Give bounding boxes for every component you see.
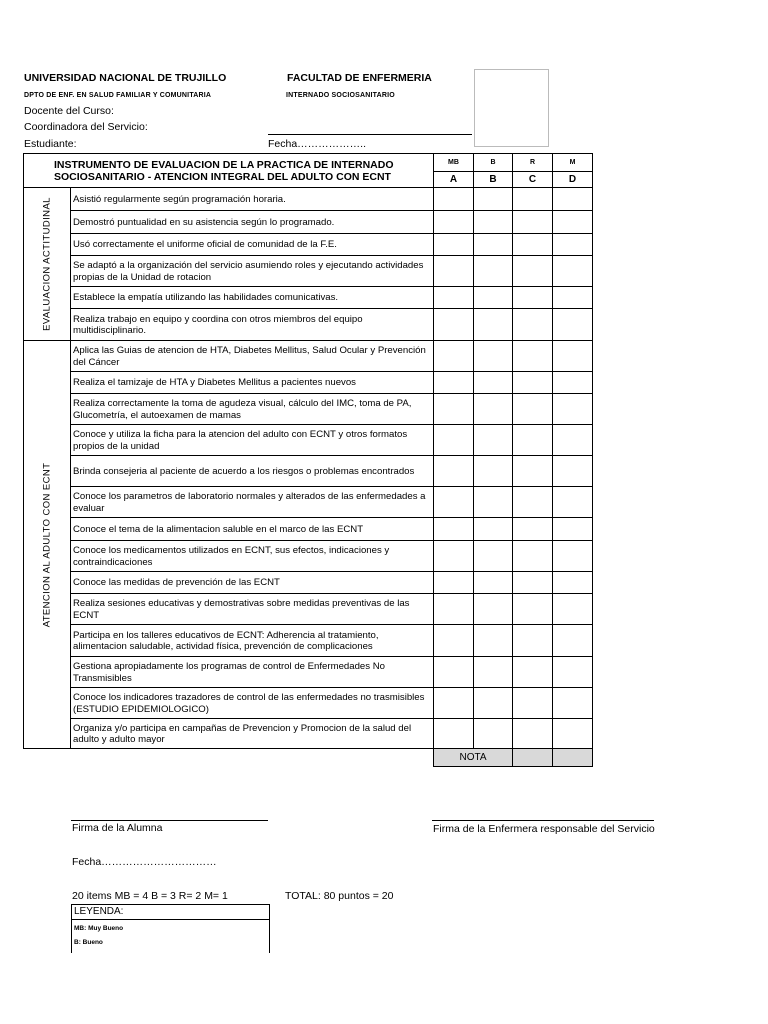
column-letter-a: A — [434, 172, 474, 188]
score-cell-d[interactable] — [553, 211, 593, 234]
nota-score-cell[interactable] — [513, 749, 553, 767]
university-name: UNIVERSIDAD NACIONAL DE TRUJILLO — [24, 72, 227, 84]
criterion-text: Realiza sesiones educativas y demostrativas sobre medidas preventivas de las ECNT — [71, 594, 434, 625]
score-cell-c[interactable] — [513, 287, 553, 309]
nota-score-cell[interactable] — [553, 749, 593, 767]
score-cell-a[interactable] — [434, 287, 474, 309]
column-header-r: R — [513, 154, 553, 172]
criterion-text: Demostró puntualidad en su asistencia según lo programado. — [71, 211, 434, 234]
score-cell-b[interactable] — [474, 188, 513, 211]
section-label: EVALUACION ACTITUDINAL — [41, 197, 53, 331]
score-cell-c[interactable] — [513, 394, 553, 425]
department-name: DPTO DE ENF. EN SALUD FAMILIAR Y COMUNITARIA — [24, 92, 212, 99]
score-cell-c[interactable] — [513, 625, 553, 657]
score-cell-a[interactable] — [434, 188, 474, 211]
score-cell-b[interactable] — [474, 657, 513, 688]
criterion-text: Conoce el tema de la alimentacion saluble en el marco de las ECNT — [71, 518, 434, 541]
total-points: TOTAL: 80 puntos = 20 — [285, 890, 394, 902]
score-cell-d[interactable] — [553, 234, 593, 256]
leyenda-title: LEYENDA: — [72, 904, 269, 920]
criterion-text: Conoce y utiliza la ficha para la atencion del adulto con ECNT y otros formatos propios de la unidad — [71, 425, 434, 456]
section-atencion-adulto-ecnt — [24, 341, 71, 749]
score-cell-b[interactable] — [474, 309, 513, 341]
instrument-title — [24, 154, 434, 188]
score-cell-c[interactable] — [513, 594, 553, 625]
score-cell-c[interactable] — [513, 256, 553, 287]
fecha-label: Fecha……………….. — [268, 138, 367, 150]
criterion-text: Realiza correctamente la toma de agudeza visual, cálculo del IMC, toma de PA, Glucometría, el autoexamen de mamas — [71, 394, 434, 425]
score-cell-b[interactable] — [474, 456, 513, 487]
score-cell-c[interactable] — [513, 425, 553, 456]
score-cell-b[interactable] — [474, 541, 513, 572]
docente-label: Docente del Curso: — [24, 105, 114, 117]
score-cell-c[interactable] — [513, 487, 553, 518]
score-cell-b[interactable] — [474, 518, 513, 541]
score-cell-d[interactable] — [553, 541, 593, 572]
score-cell-c[interactable] — [513, 309, 553, 341]
score-cell-b[interactable] — [474, 256, 513, 287]
criterion-text: Realiza el tamizaje de HTA y Diabetes Mellitus a pacientes nuevos — [71, 372, 434, 394]
criterion-text: Aplica las Guias de atencion de HTA, Diabetes Mellitus, Salud Ocular y Prevención del Cáncer — [71, 341, 434, 372]
instrument-title-line1: INSTRUMENTO DE EVALUACION DE LA PRACTICA DE INTERNADO — [54, 158, 394, 171]
column-header-mb: MB — [434, 154, 474, 172]
score-cell-d[interactable] — [553, 625, 593, 657]
score-cell-a[interactable] — [434, 341, 474, 372]
photo-box — [474, 69, 549, 147]
score-cell-a[interactable] — [434, 625, 474, 657]
score-cell-a[interactable] — [434, 688, 474, 719]
column-header-b: B — [474, 154, 513, 172]
score-cell-d[interactable] — [553, 719, 593, 749]
score-cell-a[interactable] — [434, 309, 474, 341]
score-cell-a[interactable] — [434, 456, 474, 487]
score-cell-d[interactable] — [553, 188, 593, 211]
score-cell-d[interactable] — [553, 256, 593, 287]
criterion-text: Conoce los indicadores trazadores de control de las enfermedades no trasmisibles (ESTUDIO EPIDEMIOLOGICO) — [71, 688, 434, 719]
score-cell-d[interactable] — [553, 394, 593, 425]
score-cell-b[interactable] — [474, 688, 513, 719]
score-cell-a[interactable] — [434, 719, 474, 749]
score-cell-c[interactable] — [513, 518, 553, 541]
score-cell-d[interactable] — [553, 594, 593, 625]
program-name: INTERNADO SOCIOSANITARIO — [286, 92, 395, 99]
footer-fecha: Fecha…………………………… — [72, 856, 217, 868]
score-cell-a[interactable] — [434, 425, 474, 456]
score-cell-a[interactable] — [434, 256, 474, 287]
score-cell-c[interactable] — [513, 572, 553, 594]
score-cell-b[interactable] — [474, 425, 513, 456]
scoring-legend: 20 items MB = 4 B = 3 R= 2 M= 1 — [72, 890, 228, 902]
score-cell-c[interactable] — [513, 188, 553, 211]
criterion-text: Conoce los parametros de laboratorio normales y alterados de las enfermedades a evaluar — [71, 487, 434, 518]
score-cell-b[interactable] — [474, 372, 513, 394]
criterion-text: Conoce las medidas de prevención de las ECNT — [71, 572, 434, 594]
score-cell-d[interactable] — [553, 688, 593, 719]
score-cell-b[interactable] — [474, 341, 513, 372]
criterion-text: Usó correctamente el uniforme oficial de comunidad de la F.E. — [71, 234, 434, 256]
score-cell-d[interactable] — [553, 287, 593, 309]
score-cell-c[interactable] — [513, 688, 553, 719]
criterion-text: Gestiona apropiadamente los programas de control de Enfermedades No Transmisibles — [71, 657, 434, 688]
evaluation-table — [23, 153, 593, 767]
leyenda-item: B: Bueno — [74, 939, 103, 946]
firma-alumna-label: Firma de la Alumna — [72, 822, 163, 834]
score-cell-b[interactable] — [474, 487, 513, 518]
nota-label: NOTA — [434, 749, 513, 767]
faculty-name: FACULTAD DE ENFERMERIA — [287, 72, 432, 84]
instrument-title-line2: SOCIOSANITARIO - ATENCION INTEGRAL DEL ADULTO CON ECNT — [54, 170, 391, 183]
score-cell-b[interactable] — [474, 594, 513, 625]
score-cell-d[interactable] — [553, 518, 593, 541]
criterion-text: Participa en los talleres educativos de ECNT: Adherencia al tratamiento, alimentacion saludable, actividad física, prevención de complicaciones — [71, 625, 434, 657]
score-cell-b[interactable] — [474, 719, 513, 749]
score-cell-a[interactable] — [434, 594, 474, 625]
criterion-text: Organiza y/o participa en campañas de Prevencion y Promocion de la salud del adulto y adulto mayor — [71, 719, 434, 749]
firma-enfermera-label: Firma de la Enfermera responsable del Servicio — [433, 823, 655, 835]
score-cell-d[interactable] — [553, 309, 593, 341]
score-cell-a[interactable] — [434, 234, 474, 256]
criterion-text: Brinda consejeria al paciente de acuerdo a los riesgos o problemas encontrados — [71, 456, 434, 487]
criterion-text: Realiza trabajo en equipo y coordina con otros miembros del equipo multidisciplinario. — [71, 309, 434, 341]
column-letter-b: B — [474, 172, 513, 188]
criterion-text: Establece la empatía utilizando las habilidades comunicativas. — [71, 287, 434, 309]
score-cell-d[interactable] — [553, 372, 593, 394]
score-cell-c[interactable] — [513, 657, 553, 688]
leyenda-box — [71, 904, 270, 953]
score-cell-d[interactable] — [553, 657, 593, 688]
score-cell-d[interactable] — [553, 456, 593, 487]
score-cell-a[interactable] — [434, 487, 474, 518]
firma-enfermera-line — [432, 820, 654, 821]
criterion-text: Conoce los medicamentos utilizados en ECNT, sus efectos, indicaciones y contraindicaciones — [71, 541, 434, 572]
section-label: ATENCION AL ADULTO CON ECNT — [41, 462, 53, 627]
score-cell-b[interactable] — [474, 394, 513, 425]
estudiante-label: Estudiante: — [24, 138, 77, 150]
column-letter-c: C — [513, 172, 553, 188]
firma-alumna-line — [71, 820, 268, 821]
criterion-text: Asistió regularmente según programación horaria. — [71, 188, 434, 211]
score-cell-a[interactable] — [434, 657, 474, 688]
score-cell-d[interactable] — [553, 487, 593, 518]
score-cell-c[interactable] — [513, 234, 553, 256]
score-cell-b[interactable] — [474, 287, 513, 309]
score-cell-b[interactable] — [474, 572, 513, 594]
score-cell-c[interactable] — [513, 372, 553, 394]
fecha-underline — [268, 134, 472, 135]
score-cell-c[interactable] — [513, 211, 553, 234]
score-cell-a[interactable] — [434, 541, 474, 572]
score-cell-b[interactable] — [474, 211, 513, 234]
score-cell-d[interactable] — [553, 341, 593, 372]
score-cell-c[interactable] — [513, 719, 553, 749]
score-cell-a[interactable] — [434, 518, 474, 541]
score-cell-c[interactable] — [513, 541, 553, 572]
criterion-text: Se adaptó a la organización del servicio asumiendo roles y ejecutando actividades propias de la Unidad de rotacion — [71, 256, 434, 287]
score-cell-a[interactable] — [434, 372, 474, 394]
leyenda-item: MB: Muy Bueno — [74, 925, 124, 932]
score-cell-b[interactable] — [474, 234, 513, 256]
score-cell-b[interactable] — [474, 625, 513, 657]
column-letter-d: D — [553, 172, 593, 188]
score-cell-a[interactable] — [434, 394, 474, 425]
score-cell-a[interactable] — [434, 572, 474, 594]
section-evaluacion-actitudinal — [24, 188, 71, 341]
coordinadora-label: Coordinadora del Servicio: — [24, 121, 148, 133]
score-cell-c[interactable] — [513, 456, 553, 487]
score-cell-d[interactable] — [553, 425, 593, 456]
column-header-m: M — [553, 154, 593, 172]
score-cell-c[interactable] — [513, 341, 553, 372]
score-cell-a[interactable] — [434, 211, 474, 234]
score-cell-d[interactable] — [553, 572, 593, 594]
